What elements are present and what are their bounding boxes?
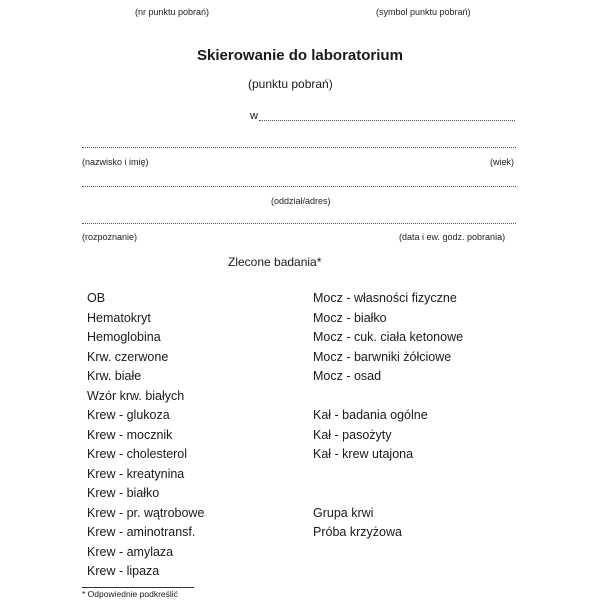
- name-label: (nazwisko i imię): [82, 157, 149, 167]
- test-item[interactable]: Mocz - barwniki żółciowe: [313, 349, 452, 364]
- point-symbol-label: (symbol punktu pobrań): [376, 7, 471, 17]
- test-item[interactable]: Krew - lipaza: [87, 564, 160, 578]
- diagnosis-label: (rozpoznanie): [82, 232, 138, 242]
- name-age-field[interactable]: [82, 147, 516, 148]
- test-list-left: [87, 289, 204, 582]
- test-item[interactable]: Mocz - cuk. ciała ketonowe: [313, 330, 464, 344]
- test-item[interactable]: Mocz - białko: [313, 310, 387, 325]
- test-item[interactable]: Krew - cholesterol: [87, 447, 188, 461]
- diagnosis-date-field[interactable]: [82, 223, 516, 224]
- test-item[interactable]: Kał - krew utajona: [313, 447, 414, 461]
- test-item[interactable]: Krew - glukoza: [87, 408, 170, 422]
- test-list-right: [313, 289, 463, 543]
- test-item[interactable]: Kał - badania ogólne: [313, 408, 428, 422]
- test-item[interactable]: Hematokryt: [87, 310, 151, 325]
- test-item[interactable]: Krew - amylaza: [87, 544, 174, 559]
- point-number-label: (nr punktu pobrań): [135, 7, 210, 17]
- test-item[interactable]: OB: [87, 291, 106, 305]
- footnote: * Odpowiednie podkreślić: [82, 589, 178, 599]
- test-item[interactable]: Krew - mocznik: [87, 427, 173, 442]
- location-field[interactable]: [259, 120, 515, 121]
- test-item[interactable]: Grupa krwi: [313, 505, 374, 520]
- test-item[interactable]: Próba krzyżowa: [313, 525, 402, 539]
- ward-address-field[interactable]: [82, 186, 516, 187]
- document-title: Skierowanie do laboratorium: [197, 47, 403, 64]
- age-label: (wiek): [490, 157, 514, 167]
- test-item[interactable]: Mocz - osad: [313, 369, 382, 383]
- test-item[interactable]: Kał - pasożyty: [313, 427, 392, 442]
- test-item[interactable]: Krew - pr. wątrobowe: [87, 505, 205, 520]
- ward-label: (oddział/adres): [271, 196, 331, 206]
- test-item[interactable]: Hemoglobina: [87, 330, 161, 344]
- test-item[interactable]: Krew - aminotransf.: [87, 525, 196, 539]
- date-label: (data i ew. godz. pobrania): [399, 232, 506, 242]
- test-item[interactable]: Wzór krw. białych: [87, 388, 185, 403]
- test-spacer: [313, 484, 463, 504]
- test-item[interactable]: Krw. białe: [87, 369, 142, 383]
- document-subtitle: (punktu pobrań): [248, 77, 333, 91]
- test-spacer: [313, 465, 463, 485]
- test-item[interactable]: Krw. czerwone: [87, 349, 169, 364]
- ordered-tests-heading: Zlecone badania*: [228, 255, 322, 269]
- test-item[interactable]: Krew - białko: [87, 486, 160, 500]
- test-spacer: [313, 387, 463, 407]
- location-prefix: w: [250, 110, 258, 122]
- test-item[interactable]: Mocz - własności fizyczne: [313, 291, 457, 305]
- footnote-divider: [82, 587, 194, 588]
- test-item[interactable]: Krew - kreatynina: [87, 466, 185, 481]
